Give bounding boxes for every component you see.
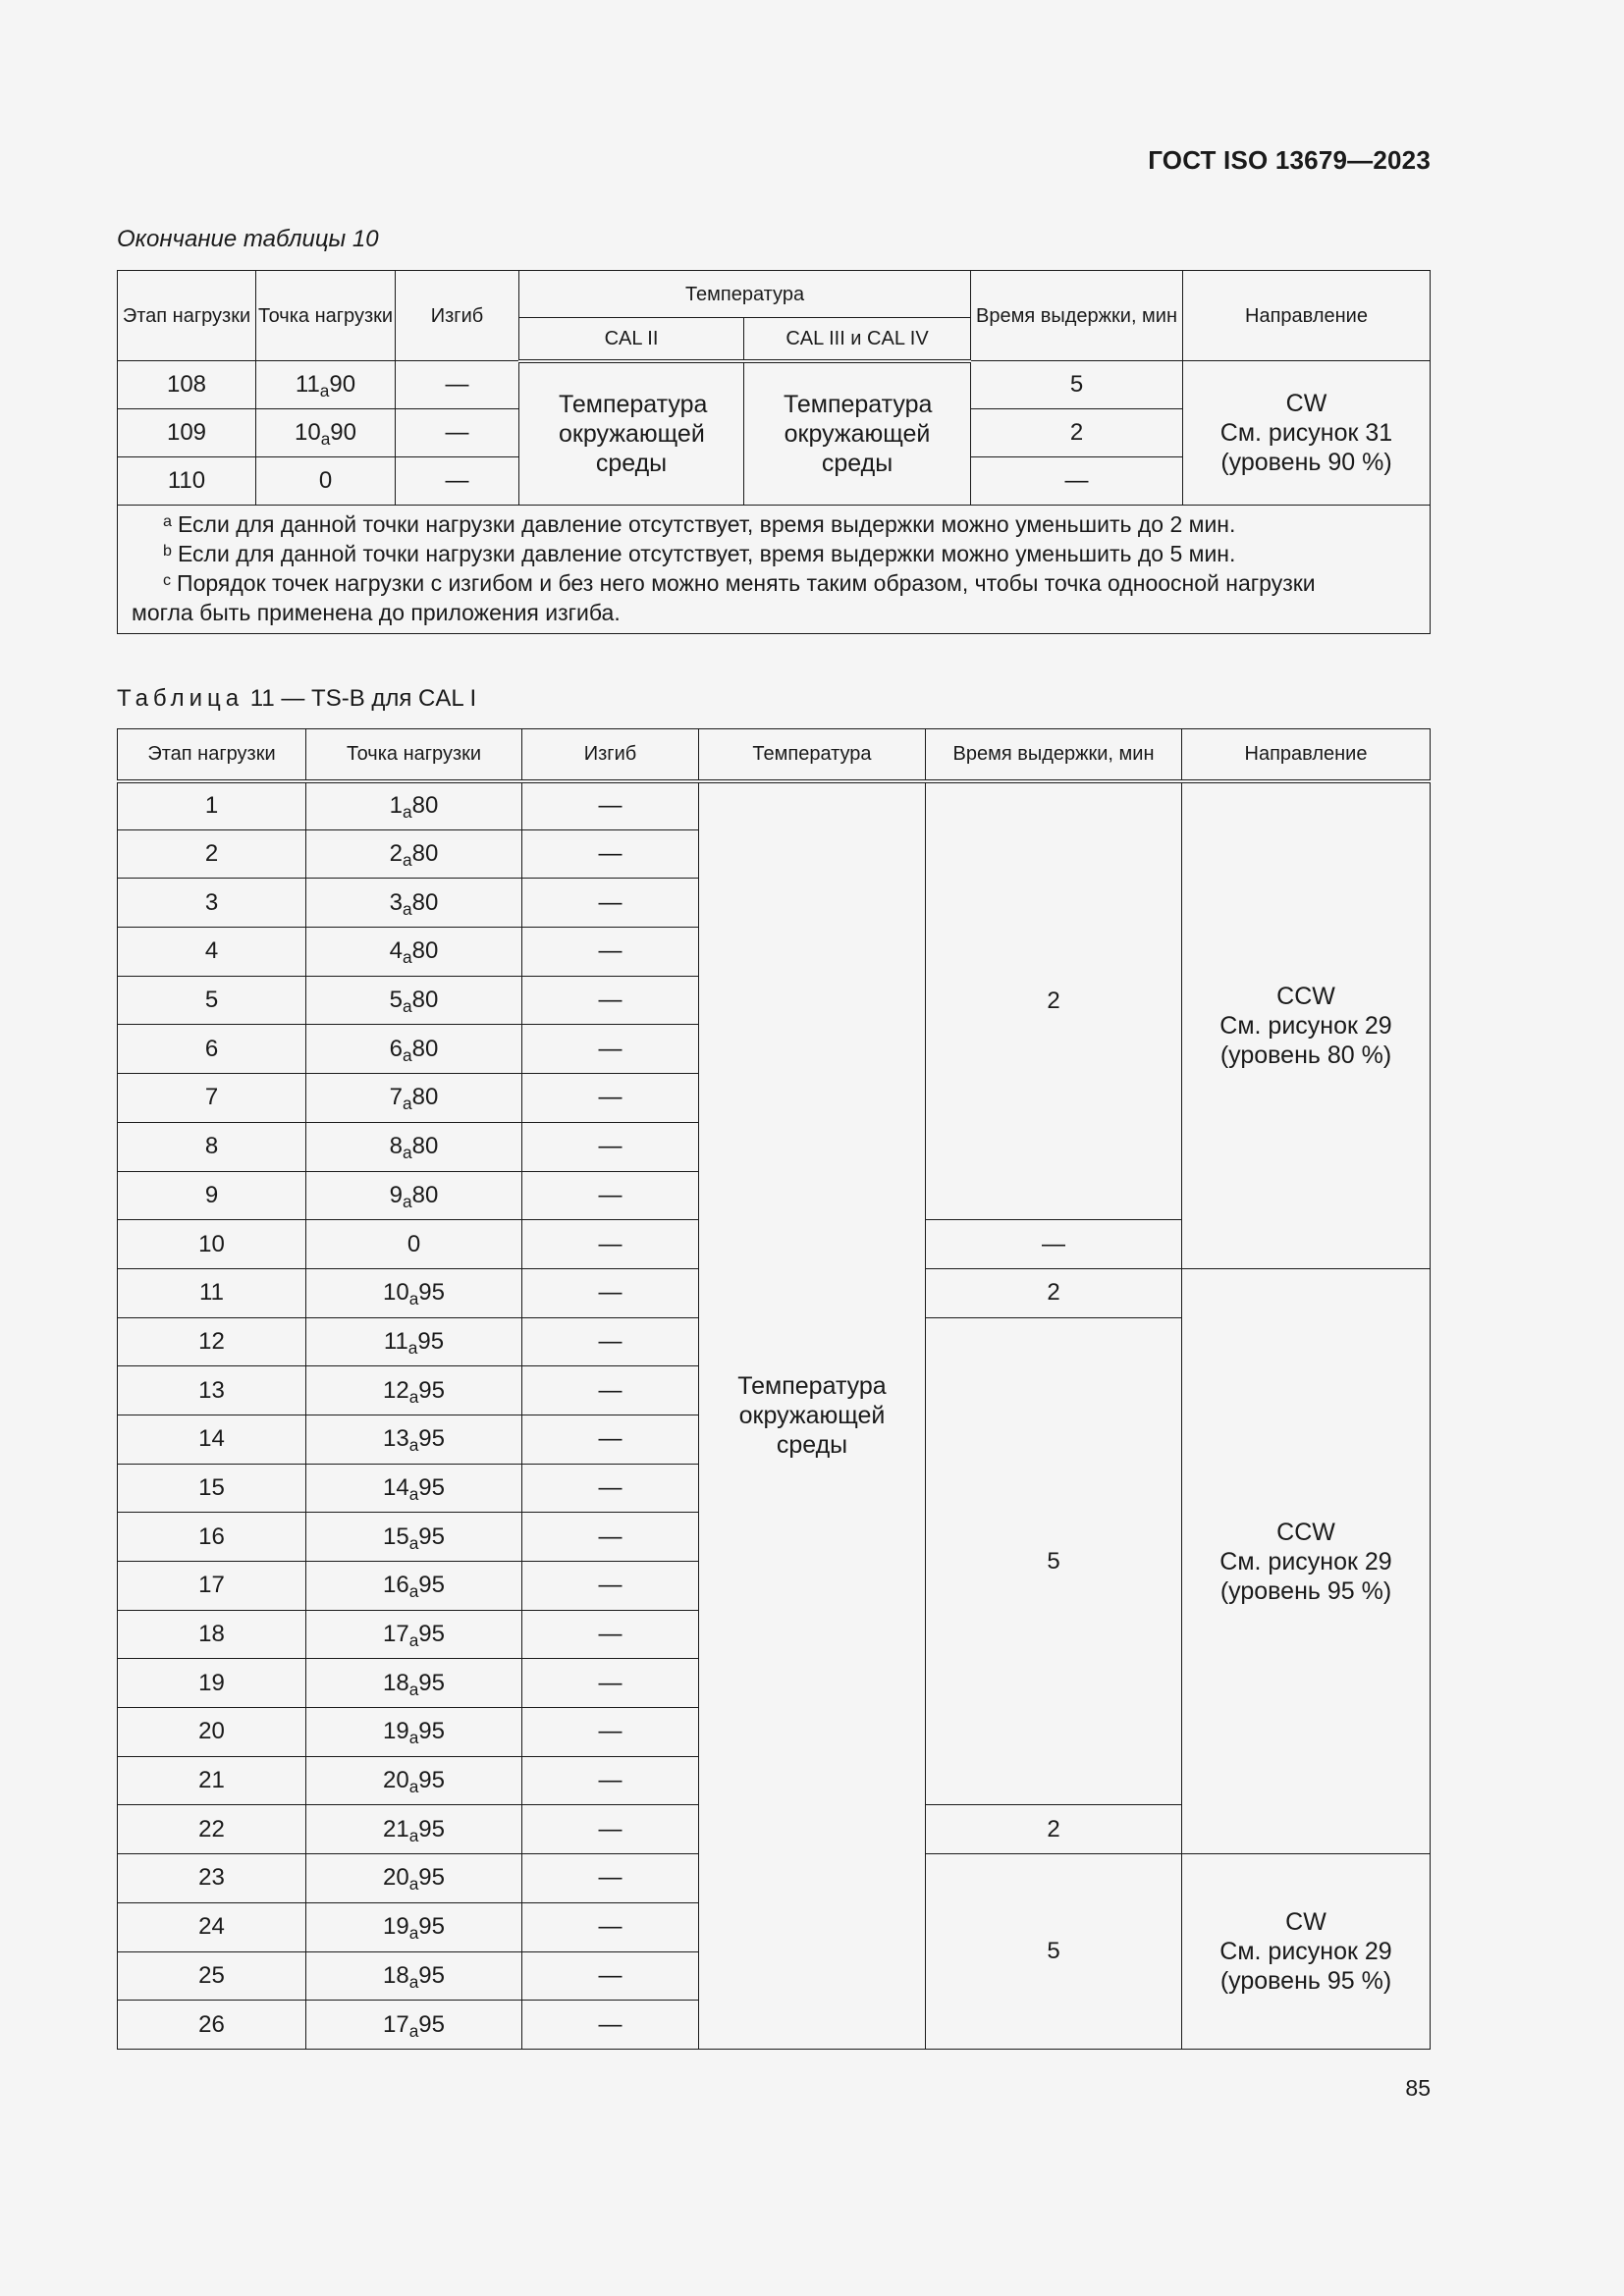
bending-cell: —: [522, 1854, 699, 1903]
direction-line3: (уровень 95 %): [1219, 1967, 1392, 1995]
note-marker: a: [163, 512, 172, 530]
load-stage-cell: 9: [118, 1171, 306, 1220]
load-point-cell: [306, 976, 522, 1025]
load-point-value: 21: [382, 1815, 409, 1842]
header-direction: Направление: [1183, 271, 1431, 361]
load-point-level: 95: [418, 1815, 445, 1842]
load-stage-cell: 20: [118, 1708, 306, 1757]
load-stage-cell: 6: [118, 1025, 306, 1074]
load-stage-cell: 26: [118, 2001, 306, 2050]
load-point-cell: [306, 1025, 522, 1074]
hold-time-cell: 5: [926, 1854, 1182, 2050]
load-point-value: 3: [389, 888, 404, 916]
load-point-level: 90: [329, 371, 356, 398]
hold-time-cell: 2: [926, 781, 1182, 1220]
load-point-level: 90: [330, 419, 356, 446]
load-point-level: 95: [418, 1669, 445, 1696]
load-point-value: 18: [382, 1669, 409, 1696]
load-point-subscript: a: [403, 1044, 412, 1065]
temperature-cal2-cell: Температура окружающей среды: [519, 361, 744, 506]
load-point-value: 1: [389, 792, 404, 820]
load-point-value: 14: [382, 1473, 409, 1501]
load-point-cell: [306, 1268, 522, 1317]
load-point-level: 95: [418, 1961, 445, 1989]
header-stage: Этап нагрузки: [118, 271, 256, 361]
hold-time-cell: 2: [971, 409, 1183, 457]
bending-cell: —: [522, 1756, 699, 1805]
load-point-value: 0: [318, 467, 333, 494]
load-point-cell: [306, 1951, 522, 2001]
load-point-level: 95: [418, 1767, 445, 1794]
load-point-cell: [306, 1854, 522, 1903]
load-point-value: 17: [382, 1621, 409, 1648]
load-point-subscript: a: [403, 898, 412, 919]
load-point-cell: [306, 1366, 522, 1415]
note-b: [132, 539, 1416, 568]
bending-cell: —: [522, 1805, 699, 1854]
bending-cell: —: [522, 1268, 699, 1317]
direction-line1: CW: [1285, 1908, 1326, 1936]
bending-cell: —: [522, 1025, 699, 1074]
load-point-subscript: a: [408, 1971, 419, 1992]
load-point-subscript: a: [403, 996, 412, 1017]
direction-line2: См. рисунок 31: [1219, 419, 1393, 447]
load-point-subscript: a: [408, 1679, 419, 1699]
load-point-cell: [306, 781, 522, 830]
load-point-subscript: a: [408, 1483, 419, 1504]
header-hold-time: Время выдержки, мин: [971, 271, 1183, 361]
header-bend: Изгиб: [522, 729, 699, 781]
direction-line2: См. рисунок 29: [1219, 1011, 1392, 1040]
temperature-cal34-cell: Температура окружающей среды: [744, 361, 971, 506]
load-point-cell: [306, 1171, 522, 1220]
load-point-subscript: a: [403, 947, 412, 968]
note-text-continued: могла быть применена до приложения изгиба.: [132, 600, 621, 625]
load-stage-cell: 19: [118, 1659, 306, 1708]
load-point-level: 80: [411, 1035, 439, 1062]
bending-cell: —: [522, 1122, 699, 1171]
direction-cell: [1182, 781, 1431, 1269]
load-point-level: 95: [418, 1425, 445, 1453]
load-point-value: 20: [382, 1864, 409, 1892]
load-point-value: 18: [382, 1961, 409, 1989]
load-point-level: 95: [418, 1473, 445, 1501]
load-stage-cell: 16: [118, 1513, 306, 1562]
load-point-level: 80: [411, 1181, 439, 1208]
bending-cell: —: [522, 1610, 699, 1659]
table-row: [118, 781, 1431, 830]
load-point-level: 95: [418, 1718, 445, 1745]
bending-cell: —: [522, 1220, 699, 1269]
header-cal34: CAL III и CAL IV: [744, 318, 971, 361]
load-point-subscript: a: [408, 1923, 419, 1944]
note-text: Если для данной точки нагрузки давление отсутствует, время выдержки можно уменьшить до 5 мин.: [177, 541, 1236, 566]
load-point-value: 20: [382, 1767, 409, 1794]
note-c: [132, 568, 1416, 598]
note-marker: c: [163, 571, 172, 589]
load-point-subscript: a: [403, 1191, 412, 1211]
load-point-cell: [306, 2001, 522, 2050]
notes-row: [118, 506, 1431, 634]
load-point-subscript: a: [403, 1094, 412, 1114]
load-point-level: 95: [418, 1522, 445, 1550]
load-point-subscript: a: [408, 1532, 419, 1553]
load-stage-cell: 12: [118, 1317, 306, 1366]
note-text: Порядок точек нагрузки с изгибом и без него можно менять таким образом, чтобы точка одноосной нагрузки: [177, 570, 1316, 596]
table-row: [118, 361, 1431, 409]
bending-cell: —: [396, 457, 519, 506]
load-point-subscript: a: [408, 1630, 419, 1651]
load-stage-cell: 108: [118, 361, 256, 409]
load-point-value: 19: [382, 1913, 409, 1941]
load-point-cell: [306, 928, 522, 977]
load-point-level: 95: [418, 2010, 445, 2038]
direction-line2: См. рисунок 29: [1219, 1547, 1392, 1575]
load-point-value: 10: [294, 419, 321, 446]
load-point-value: 4: [389, 937, 404, 965]
load-stage-cell: 10: [118, 1220, 306, 1269]
header-cal2: CAL II: [519, 318, 744, 361]
load-point-value: 5: [389, 987, 404, 1014]
load-point-level: 80: [411, 792, 439, 820]
bending-cell: —: [522, 829, 699, 879]
load-stage-cell: 110: [118, 457, 256, 506]
load-point-value: 17: [382, 2010, 409, 2038]
bending-cell: —: [522, 2001, 699, 2050]
load-point-cell: [256, 361, 396, 409]
load-point-value: 6: [389, 1035, 404, 1062]
load-stage-cell: 3: [118, 879, 306, 928]
hold-time-cell: 2: [926, 1268, 1182, 1317]
load-point-level: 95: [418, 1376, 445, 1404]
bending-cell: —: [522, 1951, 699, 2001]
direction-line1: CW: [1285, 390, 1327, 417]
load-point-level: 95: [418, 1864, 445, 1892]
load-point-cell: [306, 1074, 522, 1123]
load-point-cell: [306, 1708, 522, 1757]
load-point-value: 8: [389, 1133, 404, 1160]
load-stage-cell: 23: [118, 1854, 306, 1903]
load-point-value: 2: [389, 840, 404, 868]
bending-cell: —: [396, 409, 519, 457]
bending-cell: —: [522, 976, 699, 1025]
load-stage-cell: 14: [118, 1415, 306, 1464]
load-point-cell: [306, 1659, 522, 1708]
load-point-subscript: a: [319, 381, 330, 400]
load-point-level: 80: [411, 1133, 439, 1160]
load-stage-cell: 11: [118, 1268, 306, 1317]
direction-line3: (уровень 95 %): [1219, 1576, 1392, 1605]
direction-line3: (уровень 90 %): [1220, 449, 1392, 476]
bending-cell: —: [522, 1464, 699, 1513]
load-point-subscript: a: [408, 1825, 419, 1845]
load-stage-cell: 25: [118, 1951, 306, 2001]
direction-cell: [1183, 361, 1431, 506]
direction-cell: [1182, 1854, 1431, 2050]
load-point-cell: [306, 1220, 522, 1269]
bending-cell: —: [522, 1562, 699, 1611]
bending-cell: —: [522, 879, 699, 928]
load-point-value: 13: [382, 1425, 409, 1453]
load-point-value: 15: [382, 1522, 409, 1550]
load-stage-cell: 15: [118, 1464, 306, 1513]
load-point-subscript: a: [320, 429, 331, 449]
header-bend: Изгиб: [396, 271, 519, 361]
load-point-level: 95: [418, 1913, 445, 1941]
hold-time-cell: —: [926, 1220, 1182, 1269]
document-code: ГОСТ ISO 13679—2023: [1148, 145, 1431, 175]
load-point-subscript: a: [408, 1874, 419, 1895]
bending-cell: —: [396, 361, 519, 409]
load-point-cell: [306, 1464, 522, 1513]
load-point-level: 95: [418, 1572, 445, 1599]
load-point-value: 19: [382, 1718, 409, 1745]
load-point-cell: [306, 1122, 522, 1171]
load-point-subscript: a: [408, 1728, 419, 1748]
table10-caption: Окончание таблицы 10: [117, 226, 379, 252]
load-point-level: 80: [411, 840, 439, 868]
table-notes: [118, 506, 1431, 634]
bending-cell: —: [522, 1317, 699, 1366]
load-point-subscript: a: [403, 850, 412, 871]
header-direction: Направление: [1182, 729, 1431, 781]
table11-caption-prefix: Таблица: [117, 685, 244, 712]
table11-caption-rest: 11 — TS-B для CAL I: [249, 685, 477, 712]
load-stage-cell: 109: [118, 409, 256, 457]
load-stage-cell: 2: [118, 829, 306, 879]
header-stage: Этап нагрузки: [118, 729, 306, 781]
table11: [117, 728, 1431, 2050]
load-stage-cell: 24: [118, 1902, 306, 1951]
direction-line2: См. рисунок 29: [1219, 1938, 1392, 1965]
header-temperature: Температура: [699, 729, 926, 781]
bending-cell: —: [522, 1902, 699, 1951]
hold-time-cell: —: [971, 457, 1183, 506]
bending-cell: —: [522, 1513, 699, 1562]
load-stage-cell: 13: [118, 1366, 306, 1415]
load-point-cell: [306, 1902, 522, 1951]
load-point-value: 0: [406, 1230, 421, 1257]
direction-cell: [1182, 1268, 1431, 1853]
bending-cell: —: [522, 781, 699, 830]
load-stage-cell: 17: [118, 1562, 306, 1611]
note-marker: b: [163, 542, 172, 560]
load-point-value: 9: [389, 1181, 404, 1208]
load-point-cell: [256, 457, 396, 506]
load-stage-cell: 8: [118, 1122, 306, 1171]
load-point-value: 7: [389, 1084, 404, 1111]
load-stage-cell: 7: [118, 1074, 306, 1123]
load-stage-cell: 18: [118, 1610, 306, 1659]
load-point-cell: [306, 879, 522, 928]
page-number: 85: [1405, 2075, 1431, 2101]
bending-cell: —: [522, 1171, 699, 1220]
bending-cell: —: [522, 928, 699, 977]
load-point-subscript: a: [408, 1581, 419, 1602]
load-point-level: 80: [411, 1084, 439, 1111]
load-point-subscript: a: [408, 1435, 419, 1456]
load-point-cell: [306, 1562, 522, 1611]
bending-cell: —: [522, 1659, 699, 1708]
hold-time-cell: 2: [926, 1805, 1182, 1854]
bending-cell: —: [522, 1074, 699, 1123]
load-point-cell: [306, 1610, 522, 1659]
hold-time-cell: 5: [971, 361, 1183, 409]
load-point-cell: [306, 1415, 522, 1464]
header-temperature: Температура: [519, 271, 971, 318]
load-point-level: 80: [411, 937, 439, 965]
load-point-cell: [306, 1756, 522, 1805]
load-point-subscript: a: [408, 1777, 419, 1797]
load-point-value: 12: [382, 1376, 409, 1404]
note-a: [132, 509, 1416, 539]
bending-cell: —: [522, 1415, 699, 1464]
load-point-subscript: a: [407, 1337, 418, 1358]
load-point-level: 95: [418, 1621, 445, 1648]
header-point: Точка нагрузки: [256, 271, 396, 361]
hold-time-cell: 5: [926, 1317, 1182, 1805]
direction-line3: (уровень 80 %): [1219, 1041, 1392, 1069]
load-stage-cell: 21: [118, 1756, 306, 1805]
bending-cell: —: [522, 1708, 699, 1757]
load-point-subscript: a: [408, 1289, 419, 1309]
load-point-subscript: a: [408, 2020, 419, 2041]
load-point-level: 80: [411, 888, 439, 916]
load-stage-cell: 4: [118, 928, 306, 977]
load-point-level: 80: [411, 987, 439, 1014]
temperature-cell: Температура окружающей среды: [699, 781, 926, 2050]
load-point-subscript: a: [403, 1143, 412, 1163]
load-point-cell: [306, 1805, 522, 1854]
load-point-level: 95: [417, 1327, 445, 1355]
load-point-subscript: a: [408, 1386, 419, 1407]
load-point-subscript: a: [403, 802, 412, 823]
load-point-level: 95: [418, 1279, 445, 1307]
load-point-value: 11: [295, 371, 320, 398]
direction-line1: CCW: [1276, 1518, 1335, 1546]
load-point-value: 11: [383, 1327, 408, 1355]
load-point-cell: [306, 829, 522, 879]
load-stage-cell: 5: [118, 976, 306, 1025]
load-stage-cell: 22: [118, 1805, 306, 1854]
load-stage-cell: 1: [118, 781, 306, 830]
direction-line1: CCW: [1276, 982, 1335, 1010]
bending-cell: —: [522, 1366, 699, 1415]
table10: [117, 270, 1431, 634]
header-point: Точка нагрузки: [306, 729, 522, 781]
load-point-value: 10: [382, 1279, 409, 1307]
load-point-cell: [256, 409, 396, 457]
load-point-value: 16: [382, 1572, 409, 1599]
table11-caption: [117, 685, 476, 713]
load-point-cell: [306, 1317, 522, 1366]
load-point-cell: [306, 1513, 522, 1562]
note-text: Если для данной точки нагрузки давление отсутствует, время выдержки можно уменьшить до 2 мин.: [177, 511, 1236, 537]
header-hold-time: Время выдержки, мин: [926, 729, 1182, 781]
